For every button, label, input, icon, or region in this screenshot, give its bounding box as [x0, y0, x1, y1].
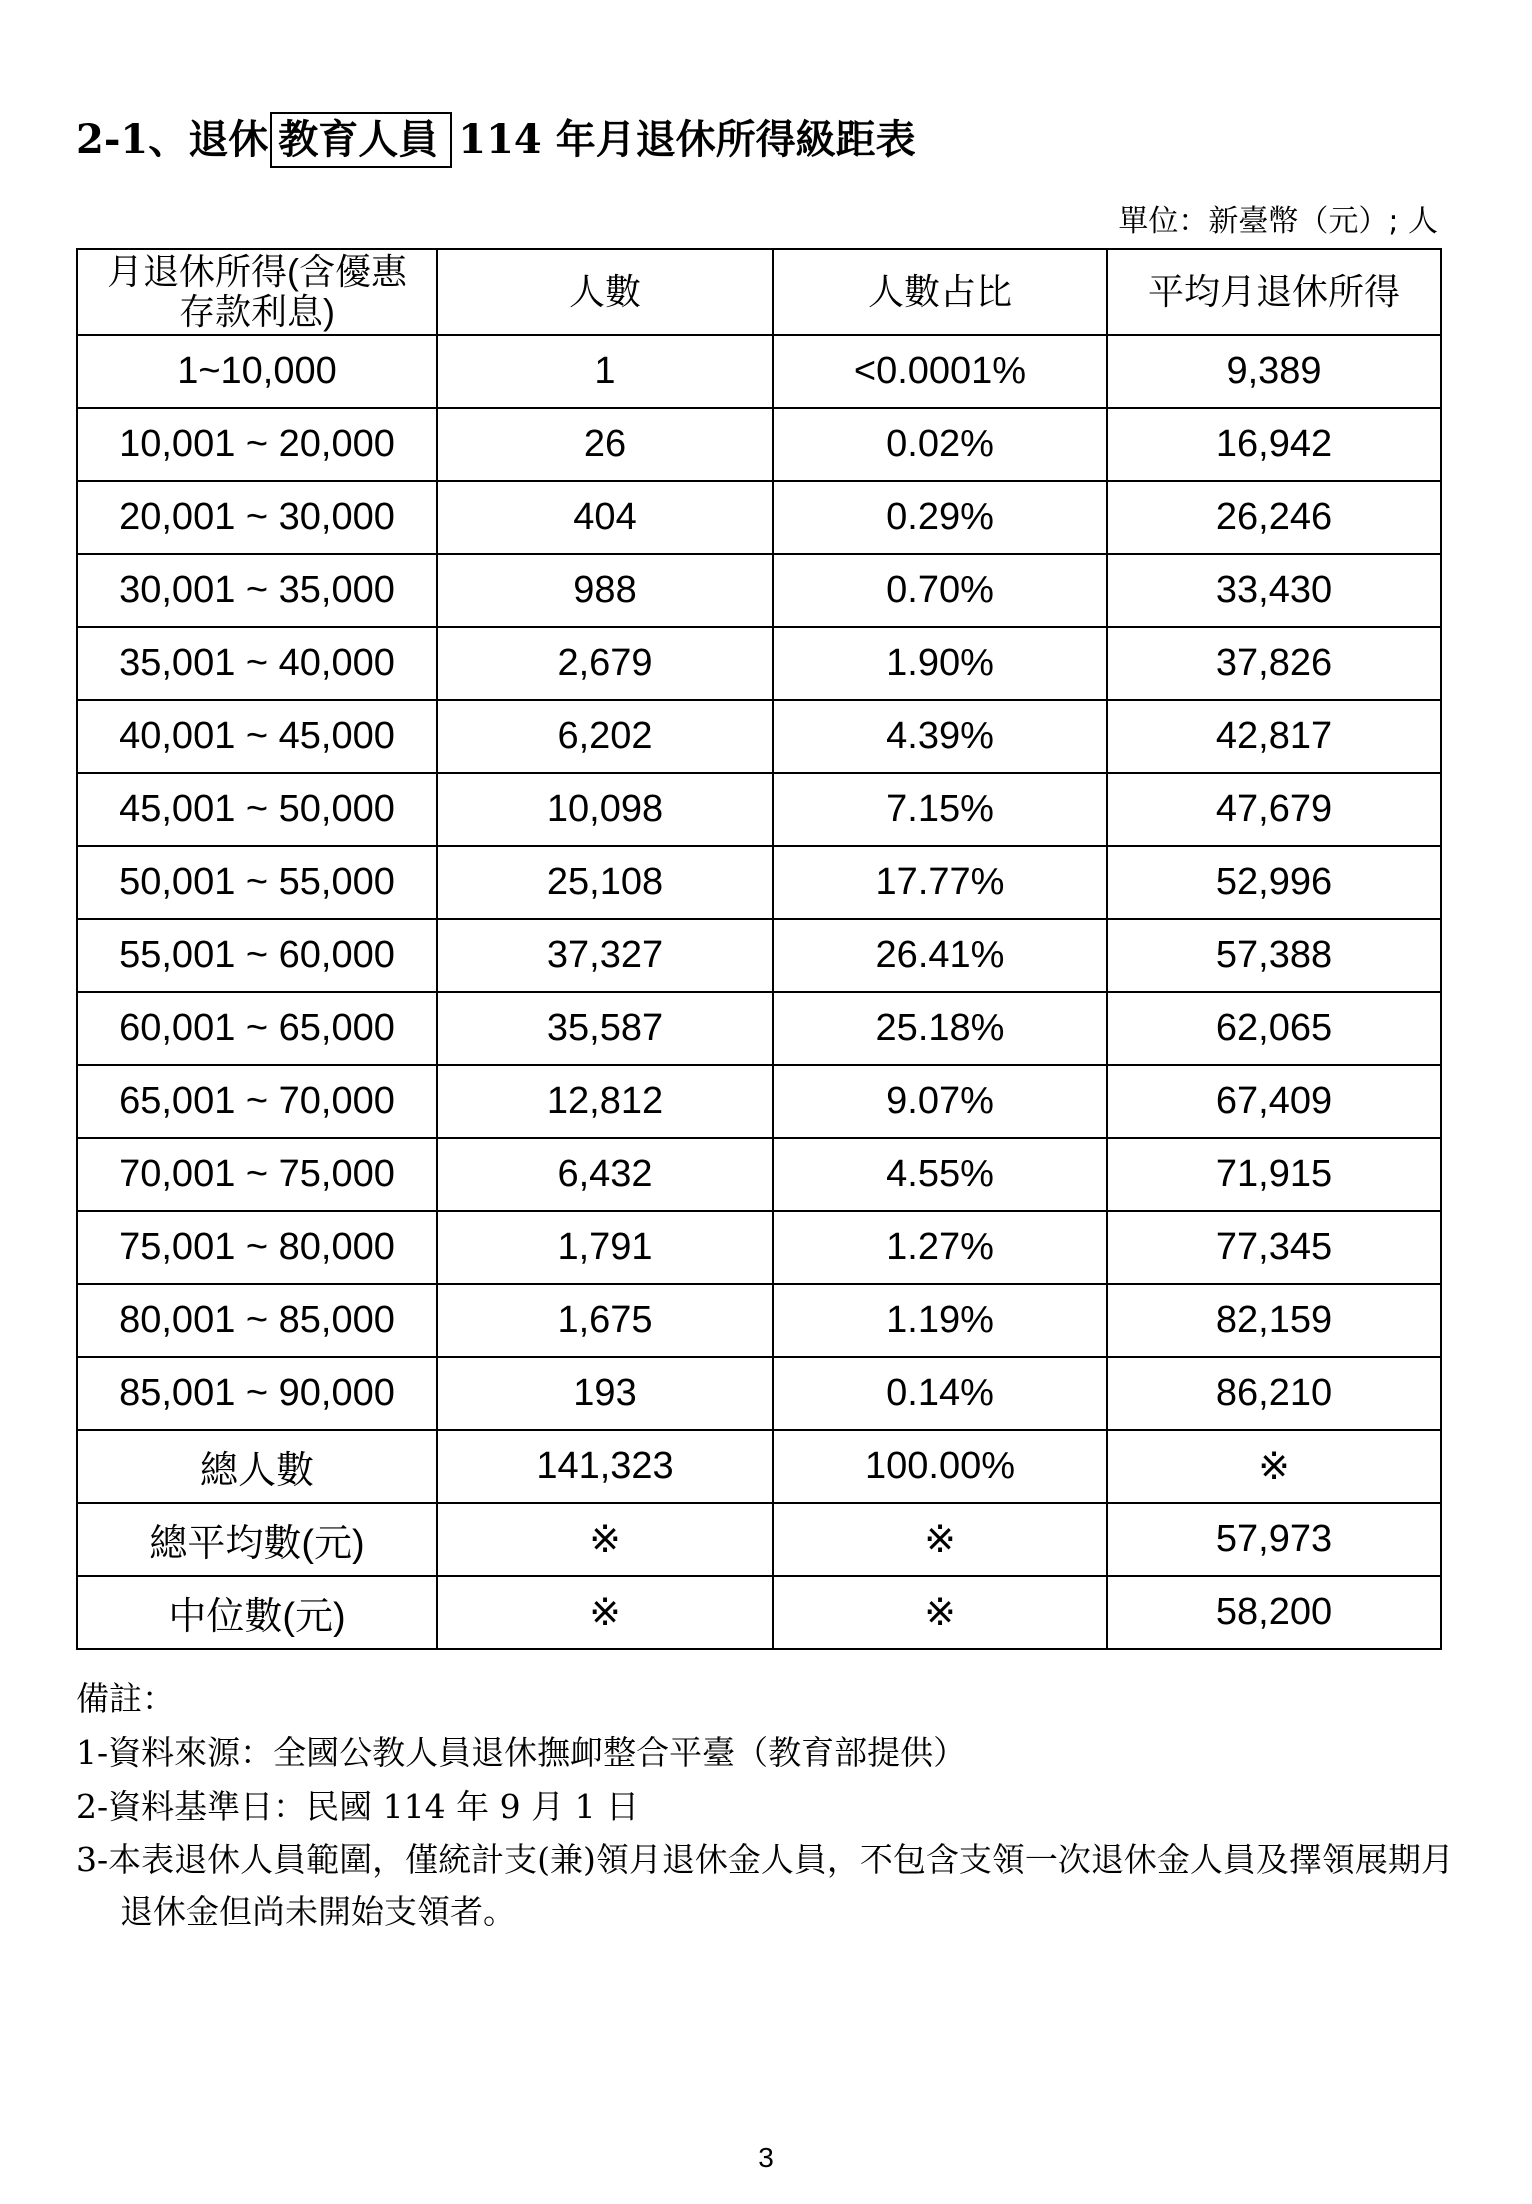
notes-title: 備註：: [76, 1679, 175, 1718]
table-row: [77, 919, 1441, 992]
note-reference-date: 2-資料基準日：民國 114 年 9 月 1 日: [76, 1787, 640, 1826]
cell-count: 404: [437, 481, 773, 554]
table-row: [77, 554, 1441, 627]
cell-average-income: 57,388: [1107, 919, 1441, 992]
cell-share: ※: [773, 1503, 1107, 1576]
cell-average-income: 33,430: [1107, 554, 1441, 627]
table-row: [77, 1211, 1441, 1284]
note-scope: 3-本表退休人員範圍，僅統計支(兼)領月退休金人員，不包含支領一次退休金人員及擇領展期月退休金但尚未開始支領者。: [76, 1840, 1454, 1931]
cell-income-bracket: 45,001 ~ 50,000: [77, 773, 437, 846]
cell-share: 25.18%: [773, 992, 1107, 1065]
cell-average-income: 9,389: [1107, 335, 1441, 408]
cell-average-income: ※: [1107, 1430, 1441, 1503]
table-row: [77, 1284, 1441, 1357]
cell-share: 1.27%: [773, 1211, 1107, 1284]
cell-count: 37,327: [437, 919, 773, 992]
cell-count: 26: [437, 408, 773, 481]
cell-share: 7.15%: [773, 773, 1107, 846]
cell-share: 17.77%: [773, 846, 1107, 919]
cell-count: 1,675: [437, 1284, 773, 1357]
cell-count: 35,587: [437, 992, 773, 1065]
cell-income-bracket: 55,001 ~ 60,000: [77, 919, 437, 992]
table-row: [77, 1357, 1441, 1430]
cell-average-income: 42,817: [1107, 700, 1441, 773]
cell-count: 10,098: [437, 773, 773, 846]
cell-share: 4.55%: [773, 1138, 1107, 1211]
cell-average-income: 52,996: [1107, 846, 1441, 919]
cell-share: 0.29%: [773, 481, 1107, 554]
cell-average-income: 16,942: [1107, 408, 1441, 481]
cell-count: 1,791: [437, 1211, 773, 1284]
cell-average-income: 58,200: [1107, 1576, 1441, 1649]
table-header-row: [77, 249, 1441, 335]
cell-income-bracket: 30,001 ~ 35,000: [77, 554, 437, 627]
cell-count: 6,432: [437, 1138, 773, 1211]
notes-section: [76, 1672, 1456, 1938]
note-source: 1-資料來源：全國公教人員退休撫卹整合平臺（教育部提供）: [76, 1733, 967, 1772]
cell-income-bracket: 10,001 ~ 20,000: [77, 408, 437, 481]
cell-share: 0.70%: [773, 554, 1107, 627]
table-row: [77, 335, 1441, 408]
table-row: [77, 846, 1441, 919]
cell-share: 0.02%: [773, 408, 1107, 481]
cell-share: 100.00%: [773, 1430, 1107, 1503]
cell-average-income: 57,973: [1107, 1503, 1441, 1576]
cell-income-bracket: 20,001 ~ 30,000: [77, 481, 437, 554]
unit-label: 單位：新臺幣（元）; 人: [1118, 204, 1438, 239]
cell-income-bracket: 80,001 ~ 85,000: [77, 1284, 437, 1357]
table-row: [77, 408, 1441, 481]
header-share: 人數占比: [773, 249, 1107, 335]
cell-income-bracket: 35,001 ~ 40,000: [77, 627, 437, 700]
cell-average-income: 77,345: [1107, 1211, 1441, 1284]
cell-share: 1.19%: [773, 1284, 1107, 1357]
cell-share: 4.39%: [773, 700, 1107, 773]
header-income-bracket: 月退休所得(含優惠存款利息): [77, 249, 437, 335]
table-row: [77, 627, 1441, 700]
cell-average-income: 37,826: [1107, 627, 1441, 700]
table-row: [77, 773, 1441, 846]
cell-income-bracket: 75,001 ~ 80,000: [77, 1211, 437, 1284]
cell-share: 0.14%: [773, 1357, 1107, 1430]
table-row: [77, 1138, 1441, 1211]
cell-share: <0.0001%: [773, 335, 1107, 408]
title-prefix: 2-1、退休: [76, 116, 269, 163]
cell-share: ※: [773, 1576, 1107, 1649]
title-suffix: 114 年月退休所得級距表: [458, 116, 916, 163]
table-row: [77, 1503, 1441, 1576]
cell-income-bracket: 65,001 ~ 70,000: [77, 1065, 437, 1138]
header-average-income: 平均月退休所得: [1107, 249, 1441, 335]
cell-share: 26.41%: [773, 919, 1107, 992]
cell-count: 12,812: [437, 1065, 773, 1138]
cell-income-bracket: 總人數: [77, 1430, 437, 1503]
table-row: [77, 481, 1441, 554]
cell-count: 25,108: [437, 846, 773, 919]
table-row: [77, 1430, 1441, 1503]
cell-income-bracket: 60,001 ~ 65,000: [77, 992, 437, 1065]
cell-income-bracket: 1~10,000: [77, 335, 437, 408]
cell-income-bracket: 85,001 ~ 90,000: [77, 1357, 437, 1430]
cell-share: 9.07%: [773, 1065, 1107, 1138]
cell-average-income: 71,915: [1107, 1138, 1441, 1211]
cell-share: 1.90%: [773, 627, 1107, 700]
header-count: 人數: [437, 249, 773, 335]
cell-average-income: 86,210: [1107, 1357, 1441, 1430]
table-row: [77, 700, 1441, 773]
cell-count: 141,323: [437, 1430, 773, 1503]
cell-income-bracket: 40,001 ~ 45,000: [77, 700, 437, 773]
cell-average-income: 26,246: [1107, 481, 1441, 554]
income-bracket-table: [76, 248, 1442, 1650]
document-title: [76, 108, 916, 172]
cell-average-income: 67,409: [1107, 1065, 1441, 1138]
cell-income-bracket: 70,001 ~ 75,000: [77, 1138, 437, 1211]
table-row: [77, 992, 1441, 1065]
cell-income-bracket: 總平均數(元): [77, 1503, 437, 1576]
cell-income-bracket: 50,001 ~ 55,000: [77, 846, 437, 919]
cell-count: ※: [437, 1503, 773, 1576]
cell-count: 988: [437, 554, 773, 627]
cell-count: 1: [437, 335, 773, 408]
table-row: [77, 1576, 1441, 1649]
cell-count: ※: [437, 1576, 773, 1649]
cell-income-bracket: 中位數(元): [77, 1576, 437, 1649]
cell-average-income: 62,065: [1107, 992, 1441, 1065]
table-body: [77, 335, 1441, 1649]
cell-count: 6,202: [437, 700, 773, 773]
cell-average-income: 82,159: [1107, 1284, 1441, 1357]
title-boxed-term: 教育人員: [270, 112, 452, 168]
cell-count: 193: [437, 1357, 773, 1430]
page-number: 3: [758, 2142, 774, 2173]
cell-average-income: 47,679: [1107, 773, 1441, 846]
cell-count: 2,679: [437, 627, 773, 700]
table-row: [77, 1065, 1441, 1138]
